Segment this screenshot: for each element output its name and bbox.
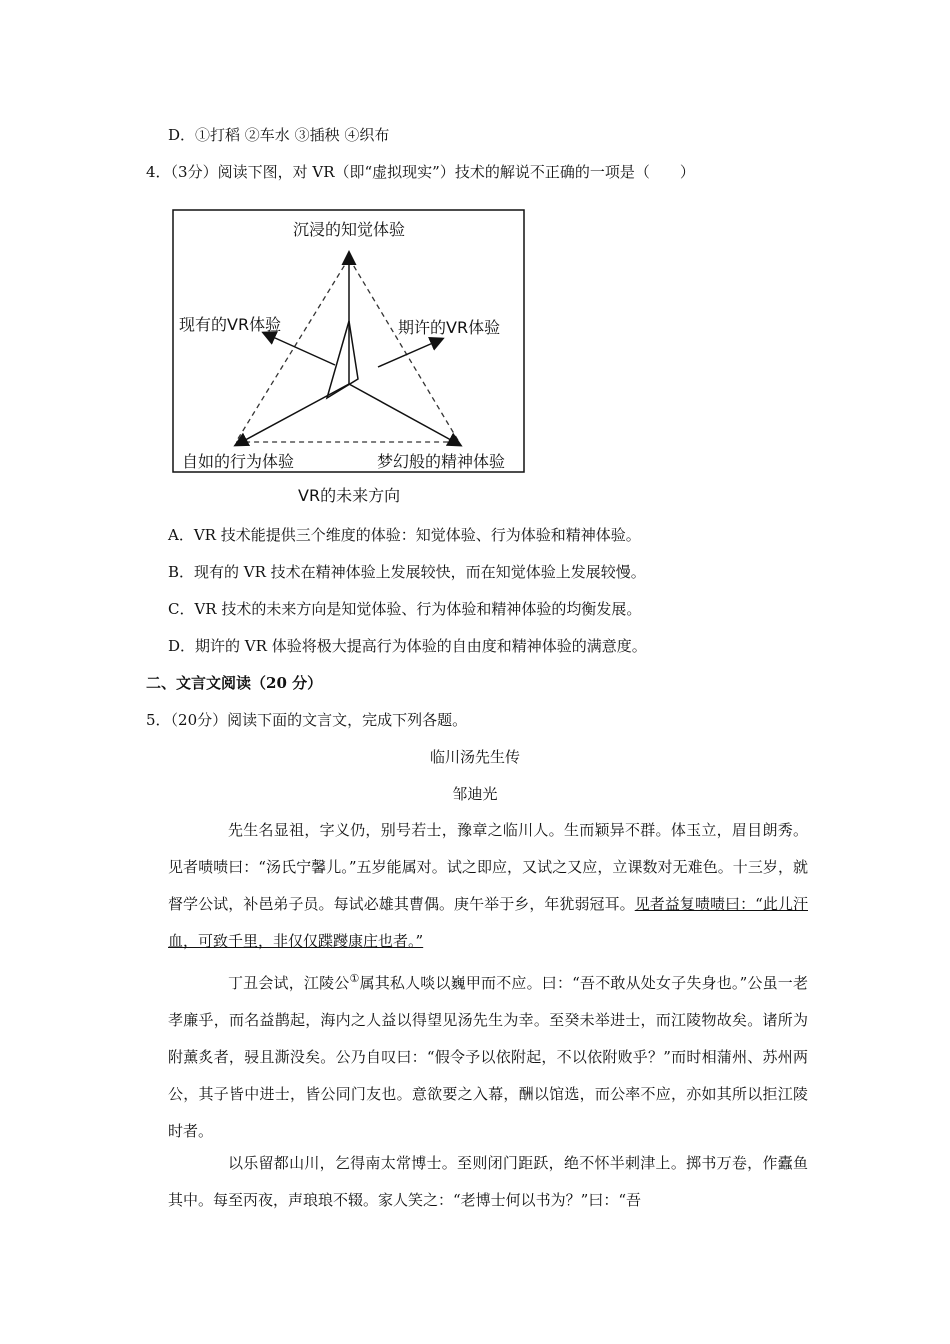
label-bottom-left: 自如的行为体验	[182, 452, 295, 471]
paragraph-2	[168, 960, 808, 1150]
label-right: 期许的VR体验	[398, 318, 501, 337]
q4-option-a: A．VR 技术能提供三个维度的体验：知觉体验、行为体验和精神体验。	[168, 526, 641, 544]
axis-spirit	[349, 384, 460, 445]
label-bottom-right: 梦幻般的精神体验	[377, 452, 506, 471]
paragraph-1-text: 先生名显祖，字义仍，别号若士，豫章之临川人。生而颖异不群。体玉立，眉目朗秀。见者啧啧曰：“汤氏宁馨儿。”五岁能属对。试之即应，又试之又应，立课数对无难色。十三岁，就督学公试，补邑弟子员。每试必雄其曹偶。庚午举于乡，年犹弱冠耳。	[168, 821, 808, 913]
q4-option-c: C．VR 技术的未来方向是知觉体验、行为体验和精神体验的均衡发展。	[168, 600, 642, 618]
passage-author: 邹迪光	[452, 785, 498, 803]
paragraph-2-text-a: 丁丑会试，江陵公	[228, 974, 350, 992]
underlined-sentence: 见者益复啧啧曰：“此儿汗血，可致千里，非仅仅蹀躞康庄也者。”	[168, 895, 808, 950]
passage-title: 临川汤先生传	[429, 748, 520, 766]
paragraph-2-text-b: 属其私人啖以巍甲而不应。曰：“吾不敢从处女子失身也。”公虽一老孝廉乎，而名益鹊起，海内之人益以得望见汤先生为幸。至癸未举进士，而江陵物故矣。诸所为附薰炙者，骎且澌没矣。公乃自叹曰：“假令予以依附起，不以依附败乎？”而时相蒲州、苏州两公，其子皆中进士，皆公同门友也。意欲要之入幕，酬以馆选，而公率不应，亦如其所以拒江陵时者。	[168, 974, 808, 1140]
paragraph-3: 以乐留都山川，乞得南太常博士。至则闭门距跃，绝不怀半刺津上。掷书万卷，作蠹鱼其中。每至丙夜，声琅琅不辍。家人笑之：“老博士何以书为？”曰：“吾	[168, 1154, 808, 1209]
vr-diagram	[172, 209, 528, 475]
footnote-mark: ①	[349, 972, 360, 985]
q4-stem: 4．（3分）阅读下图，对 VR（即“虚拟现实”）技术的解说不正确的一项是（ ）	[146, 163, 695, 181]
paragraph-1	[168, 812, 808, 960]
q3-option-d: D．①打稻 ②车水 ③插秧 ④织布	[168, 126, 390, 144]
q5-stem: 5．（20分）阅读下面的文言文，完成下列各题。	[146, 711, 468, 729]
label-top: 沉浸的知觉体验	[292, 220, 406, 239]
expected-triangle	[236, 258, 459, 442]
section-heading: 二、文言文阅读（20 分）	[146, 674, 323, 692]
q4-option-d: D．期许的 VR 体验将极大提高行为体验的自由度和精神体验的满意度。	[168, 637, 647, 655]
expected-vr-arrow	[378, 339, 442, 367]
diagram-caption: VR的未来方向	[298, 486, 401, 505]
label-left: 现有的VR体验	[179, 315, 282, 334]
q4-option-b: B．现有的 VR 技术在精神体验上发展较快，而在知觉体验上发展较慢。	[168, 563, 646, 581]
